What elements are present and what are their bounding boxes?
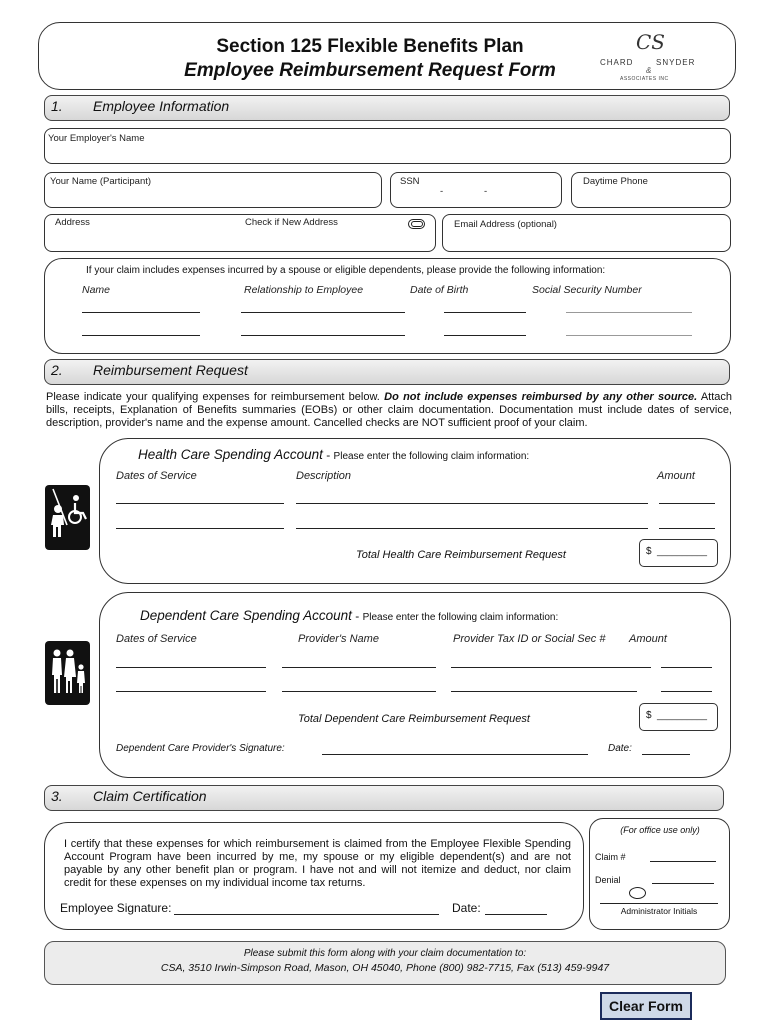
hc-total-field[interactable] [639, 539, 718, 567]
dep-row2-dob-line[interactable] [444, 335, 526, 336]
dc-row2-dates-line[interactable] [116, 691, 266, 692]
logo-right-text: SNYDER [656, 58, 696, 67]
dependent-care-dash: - [351, 609, 363, 623]
new-address-checkbox[interactable] [408, 219, 425, 229]
hc-row1-dates-line[interactable] [116, 503, 284, 504]
company-logo [598, 30, 708, 86]
dep-col-dob: Date of Birth [410, 284, 469, 296]
email-label: Email Address (optional) [454, 219, 557, 230]
hc-total-blank: __________ [657, 546, 708, 556]
health-care-dash: - [322, 448, 334, 462]
dc-col-dates: Dates of Service [116, 633, 197, 645]
dc-date-label: Date: [608, 743, 632, 754]
section3-number: 3. [51, 788, 63, 804]
employee-date-line[interactable] [485, 914, 547, 915]
health-care-icon-svg [45, 485, 90, 550]
dep-row1-ssn-line[interactable] [566, 312, 692, 313]
section2-number: 2. [51, 362, 63, 378]
health-care-instruction: Please enter the following claim information: [333, 451, 530, 462]
form-title: Section 125 Flexible Benefits Plan [216, 36, 524, 57]
dc-row2-taxid-line[interactable] [451, 691, 637, 692]
office-denial-label: Denial [595, 875, 621, 885]
dep-col-ssn: Social Security Number [532, 284, 642, 296]
dc-date-line[interactable] [642, 754, 690, 755]
dc-signature-label: Dependent Care Provider's Signature: [116, 743, 285, 754]
section3-title: Claim Certification [93, 788, 207, 804]
address-label: Address [55, 217, 90, 228]
office-use-title: (For office use only) [620, 825, 700, 835]
employer-name-field[interactable] [44, 128, 731, 164]
dependent-care-icon-svg [45, 641, 90, 705]
dependent-care-instruction: Please enter the following claim information: [362, 612, 559, 623]
office-claim-label: Claim # [595, 852, 626, 862]
participant-name-label: Your Name (Participant) [50, 176, 152, 187]
employer-name-label: Your Employer's Name [48, 133, 145, 144]
section2-intro-a: Please indicate your qualifying expenses for reimbursement below. [46, 391, 380, 403]
hc-row2-description-line[interactable] [296, 528, 648, 529]
section2-intro-c: Attach bills, receipts, Explanation of Benefits summaries (EOBs) or other claim documentation. Documentation must include dates of service, description, provider's name and the expense amount. Cancelled checks are NOT sufficient proof of your claim. [46, 391, 732, 429]
section2-intro [46, 391, 732, 430]
hc-col-dates: Dates of Service [116, 470, 197, 482]
address-field[interactable] [44, 214, 436, 252]
hc-row2-amount-line[interactable] [659, 528, 715, 529]
hc-row1-amount-line[interactable] [659, 503, 715, 504]
dep-row2-name-line[interactable] [82, 335, 200, 336]
ssn-separator-2: - [484, 186, 488, 197]
dep-col-relationship: Relationship to Employee [244, 284, 364, 296]
ssn-separator-1: - [440, 186, 444, 197]
section2-intro-b: Do not include expenses reimbursed by any other source. [384, 391, 698, 403]
dep-row1-dob-line[interactable] [444, 312, 526, 313]
office-denial-radio[interactable] [629, 887, 646, 899]
employee-date-label: Date: [452, 901, 481, 915]
section2-header [44, 359, 730, 385]
dc-total-blank: __________ [657, 710, 708, 720]
hc-col-description: Description [296, 470, 352, 482]
certification-text: I certify that these expenses for which reimbursement is claimed from the Employee Flexible Spending Account Program have been incurred by me, my spouse or my eligible dependent(s) and are not payable by any other benefit plan or program. I have not and will not itemize and deduct, nor claim credit for these expenses on my individual income tax returns. [64, 838, 571, 889]
office-admin-line[interactable] [600, 903, 718, 904]
dc-row1-amount-line[interactable] [661, 667, 712, 668]
dc-row2-amount-line[interactable] [661, 691, 712, 692]
dependents-intro: If your claim includes expenses incurred by a spouse or eligible dependents, please provide the following information: [86, 265, 606, 276]
new-address-checkbox-inner [411, 221, 423, 227]
form-subtitle: Employee Reimbursement Request Form [184, 60, 556, 81]
dep-row1-relationship-line[interactable] [241, 312, 405, 313]
health-care-icon [45, 485, 90, 550]
dependent-care-title: Dependent Care Spending Account [140, 608, 352, 623]
section1-header [44, 95, 730, 121]
health-care-heading [138, 446, 529, 464]
hc-total-currency: $ [646, 546, 652, 557]
dc-col-taxid: Provider Tax ID or Social Sec # [453, 633, 606, 645]
dep-row2-relationship-line[interactable] [241, 335, 405, 336]
logo-amp: & [646, 66, 652, 75]
employee-signature-line[interactable] [174, 914, 439, 915]
dc-total-field[interactable] [639, 703, 718, 731]
dc-total-currency: $ [646, 710, 652, 721]
ssn-label: SSN [400, 176, 420, 187]
hc-total-label: Total Health Care Reimbursement Request [356, 549, 566, 561]
dc-row1-taxid-line[interactable] [451, 667, 651, 668]
logo-sub-text: ASSOCIATES INC [620, 76, 669, 82]
health-care-title: Health Care Spending Account [138, 447, 323, 462]
dc-col-provider: Provider's Name [298, 633, 379, 645]
section2-title: Reimbursement Request [93, 362, 248, 378]
footer-line2: CSA, 3510 Irwin-Simpson Road, Mason, OH 45040, Phone (800) 982-7715, Fax (513) 459-9947 [160, 962, 610, 974]
dc-col-amount: Amount [629, 633, 667, 645]
logo-left-text: CHARD [600, 58, 634, 67]
logo-monogram: CS [636, 30, 666, 54]
dependent-care-icon [45, 641, 90, 705]
new-address-label: Check if New Address [245, 217, 338, 228]
hc-row2-dates-line[interactable] [116, 528, 284, 529]
dc-total-label: Total Dependent Care Reimbursement Request [298, 713, 530, 725]
dep-col-name: Name [82, 284, 111, 296]
clear-form-button[interactable]: Clear Form [600, 992, 692, 1020]
office-denial-line[interactable] [652, 883, 714, 884]
dc-signature-line[interactable] [322, 754, 588, 755]
dependent-care-heading [140, 607, 558, 625]
dc-row2-provider-line[interactable] [282, 691, 436, 692]
hc-row1-description-line[interactable] [296, 503, 648, 504]
footer-line1: Please submit this form along with your claim documentation to: [243, 948, 527, 959]
dep-row2-ssn-line[interactable] [566, 335, 692, 336]
daytime-phone-label: Daytime Phone [583, 176, 648, 187]
dep-row1-name-line[interactable] [82, 312, 200, 313]
office-claim-line[interactable] [650, 861, 716, 862]
employee-signature-label: Employee Signature: [60, 901, 172, 915]
hc-col-amount: Amount [657, 470, 695, 482]
section1-number: 1. [51, 98, 63, 114]
dc-row1-provider-line[interactable] [282, 667, 436, 668]
dc-row1-dates-line[interactable] [116, 667, 266, 668]
section1-title: Employee Information [93, 98, 230, 114]
section3-header [44, 785, 724, 811]
office-admin-label: Administrator Initials [620, 906, 698, 916]
